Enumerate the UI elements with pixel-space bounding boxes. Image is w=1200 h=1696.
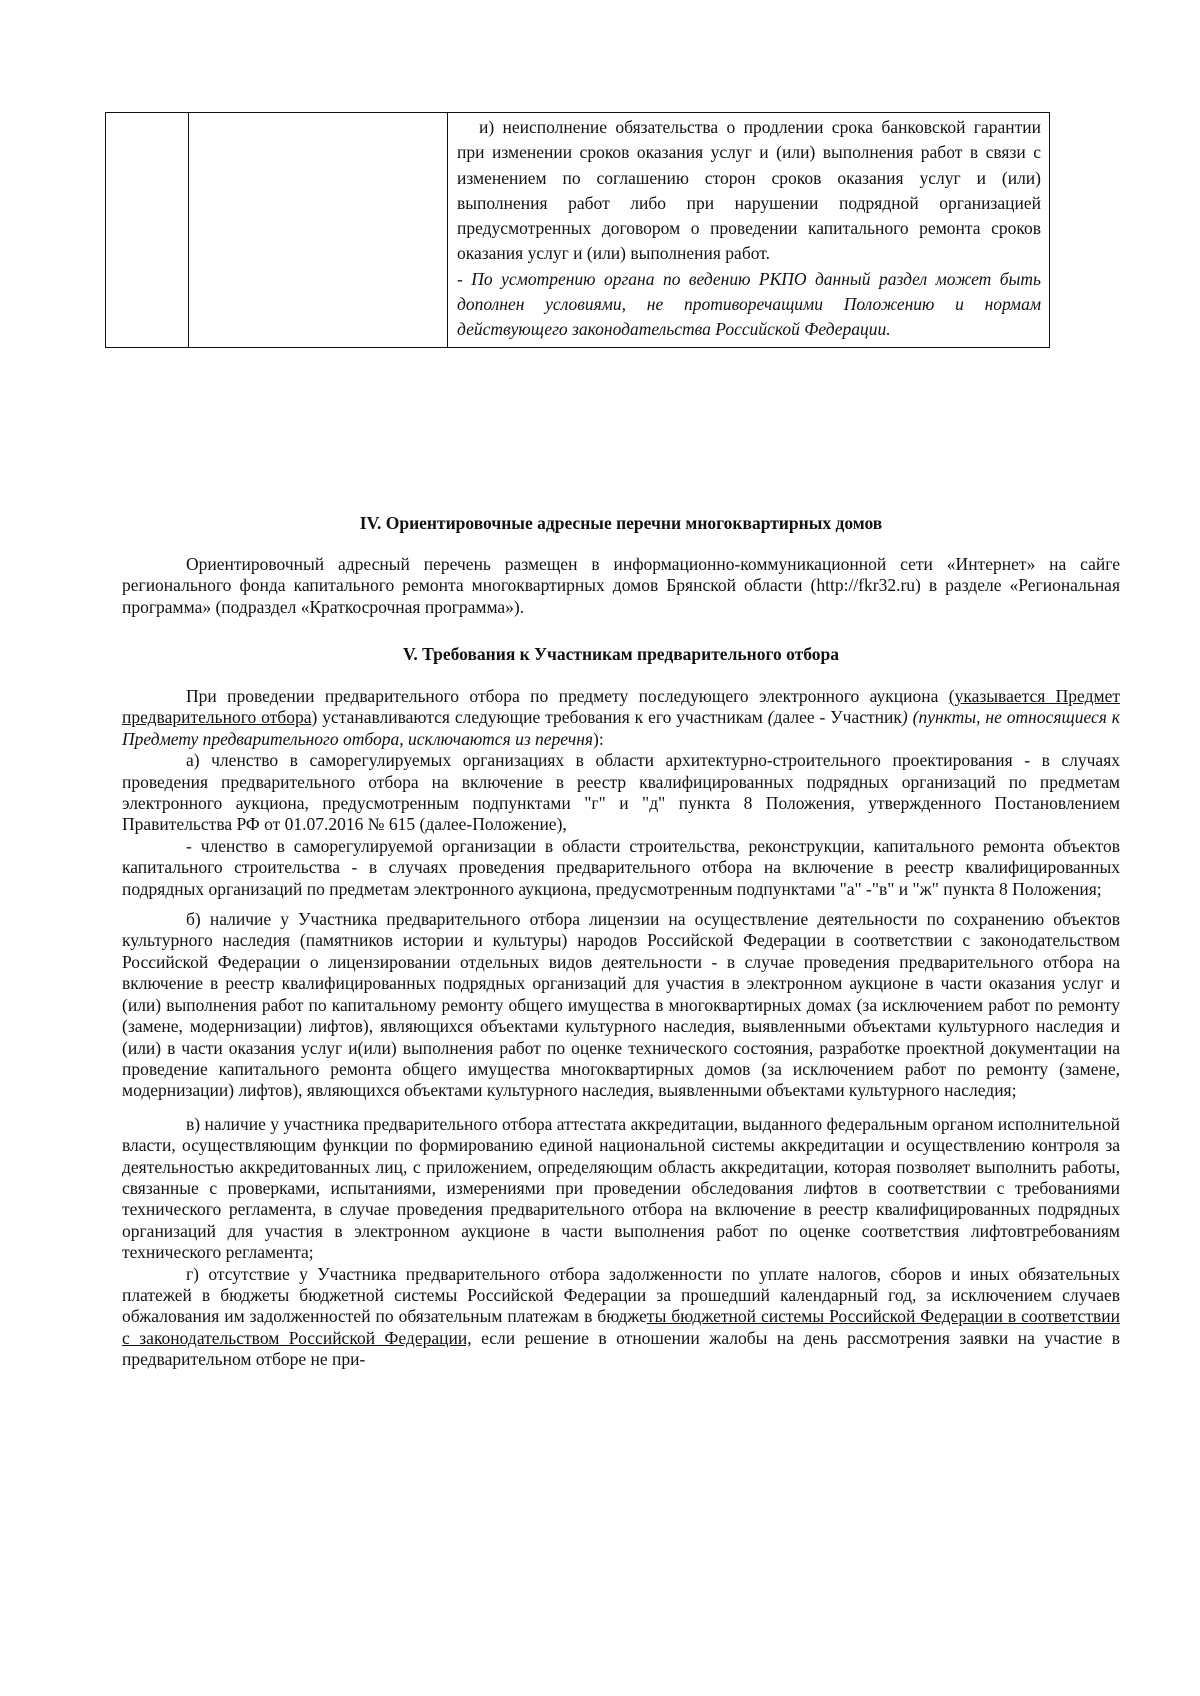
cell-item-i: и) неисполнение обязательства о продлении срока банковской гарантии при изменении сроков оказания услуг и (или) выполнения работ в связи с изменением по соглашению сторон сроков оказания услуг и (или) выполнения работ либо при нарушении подрядной организацией предусмотренных договором о проведении капитального ремонта сроков оказания услуг и (или) выполнения работ. <box>457 117 1041 264</box>
item-g-underlined: ты бюджетной системы Российской Федерации в соответствии с законодательством Российской Федерации, <box>122 1306 1120 1348</box>
item-a: а) членство в саморегулируемых организациях в области архитектурно-строительного проектирования - в случаях проведения предварительного отбора на включение в реестр квалифицированных подрядных организаций по предметам электронного аукциона, предусмотренным подпунктами "г" и "д" пункта 8 Положения, утвержденного Постановлением Правительства РФ от 01.07.2016 № 615 (далее-Положение), <box>122 750 1120 835</box>
table-row <box>106 113 1050 348</box>
cell-note: - По усмотрению органа по ведению РКПО данный раздел может быть дополнен условиями, не противоречащими Положению и нормам действующего законодательства Российской Федерации. <box>457 268 1041 340</box>
intro-note: ) (пункты, не относящиеся к Предмету предварительного отбора, исключаются из перечня <box>122 707 1120 749</box>
section-5-body <box>122 686 1120 1371</box>
item-b: б) наличие у Участника предварительного отбора лицензии на осуществление деятельности по сохранению объектов культурного наследия (памятников истории и культуры) народов Российской Федерации в соответствии с законодательством Российской Федерации о лицензировании отдельных видов деятельности - в случае проведения предварительного отбора на включение в реестр квалифицированных подрядных организаций для участия в электронном аукционе в части оказания услуг и (или) выполнения работ по капитальному ремонту общего имущества в многоквартирных домах (за исключением работ по ремонту (замене, модернизации) лифтов), являющихся объектами культурного наследия, выявленными объектами культурного наследия и (или) в части оказания услуг и(или) выполнения работ по оценке технического состояния, разработке проектной документации на проведение капитального ремонта общего имущества многоквартирных домов (за исключением работ по ремонту (замене, модернизации) лифтов), являющихся объектами культурного наследия, выявленными объектами культурного наследия; <box>122 909 1120 1101</box>
item-g <box>122 1264 1120 1371</box>
table-cell-empty-2 <box>189 113 448 348</box>
item-g-start: г) отсутствие у Участника предварительного отбора задолженности по уплате налогов, сборов и иных обязательных платежей в бюджеты бюджетной системы Российской Федерации за прошедший календарный год, за исключением случаев обжалования им задолженностей по обязательным платежам в бюдже <box>122 1263 1120 1327</box>
item-a2: - членство в саморегулируемой организации в области строительства, реконструкции, капитального ремонта объектов капитального строительства - в случаях проведения предварительного отбора на включение в реестр квалифицированных подрядных организаций по предметам электронного аукциона, предусмотренным подпунктами "а" -"в" и "ж" пункта 8 Положения; <box>122 835 1120 899</box>
intro-subject-placeholder: (указывается Предмет предварительного отбора <box>122 686 1120 728</box>
item-g-end: если решение в отношении жалобы на день рассмотрения заявки на участие в предварительном отборе не при- <box>122 1327 1120 1370</box>
intro-start: При проведении предварительного отбора по предмету последующего электронного аукциона <box>186 686 949 706</box>
table-cell-empty-1 <box>106 113 189 348</box>
intro-end: ): <box>593 728 604 749</box>
requirements-table <box>105 112 1050 348</box>
section-4-body <box>122 554 1120 618</box>
section-5-heading: V. Требования к Участникам предварительного отбора <box>403 644 839 664</box>
intro-participant: далее - Участник <box>773 707 902 728</box>
intro-paren-open: ( <box>767 707 774 728</box>
intro-mid: ) устанавливаются следующие требования к его участникам <box>311 707 768 728</box>
section-4-paragraph: Ориентировочный адресный перечень размещен в информационно-коммуникационной сети «Интернет» на сайге регионального фонда капитального ремонта многоквартирных домов Брянской области (http://fkr32.ru) в разделе «Региональная программа» (подраздел «Краткосрочная программа»). <box>122 554 1120 617</box>
section-4-heading: IV. Ориентировочные адресные перечни многоквартирных домов <box>359 513 883 533</box>
section-5-intro <box>122 686 1120 750</box>
item-v: в) наличие у участника предварительного отбора аттестата аккредитации, выданного федеральным органом исполнительной власти, осуществляющим функции по формированию единой национальной системы аккредитации и осуществлению контроля за деятельностью аккредитованных лиц, с приложением, определяющим область аккредитации, которая позволяет выполнить работы, связанные с проверками, испытаниями, измерениями при проведении обследования лифтов в соответствии с требованиями технического регламента, в случае проведения предварительного отбора на включение в реестр квалифицированных подрядных организаций для участия в электронном аукционе в части выполнения работ по оценке соответствия лифтовтребованиям технического регламента; <box>122 1113 1120 1263</box>
table-cell-text <box>448 113 1050 348</box>
